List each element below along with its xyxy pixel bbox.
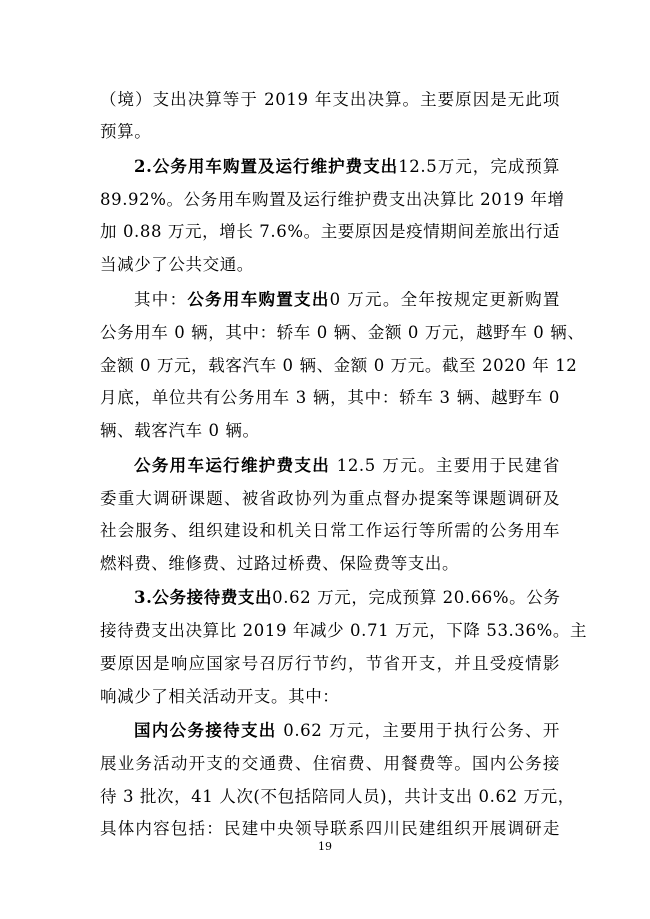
section-heading-line: 2.公务用车购置及运行维护费支出12.5万元，完成预算 bbox=[134, 157, 560, 176]
subsection-line: 公务用车运行维护费支出 12.5 万元。主要用于民建省 bbox=[134, 456, 560, 475]
body-text-line: 辆、载客汽车 0 辆。 bbox=[100, 421, 260, 440]
body-text-line: 当减少了公共交通。 bbox=[100, 255, 254, 274]
body-text-line: 月底，单位共有公务用车 3 辆，其中：轿车 3 辆、越野车 0 bbox=[100, 388, 560, 407]
section-heading-line: 3.公务接待费支出0.62 万元，完成预算 20.66%。公务 bbox=[134, 588, 561, 607]
body-text-line: 预算。 bbox=[100, 122, 152, 141]
body-text-line: 待 3 批次，41 人次(不包括陪同人员)，共计支出 0.62 万元， bbox=[100, 787, 575, 806]
body-text-line: 响减少了相关活动开支。其中： bbox=[100, 687, 340, 706]
body-text-line: 接待费支出决算比 2019 年减少 0.71 万元，下降 53.36%。主 bbox=[100, 621, 588, 640]
subsection-line: 其中：公务用车购置支出0 万元。全年按规定更新购置 bbox=[134, 290, 560, 309]
body-text-line: 社会服务、组织建设和机关日常工作运行等所需的公务用车 bbox=[100, 521, 560, 540]
body-text-line: 公务用车 0 辆，其中：轿车 0 辆、金额 0 万元，越野车 0 辆、 bbox=[100, 323, 585, 342]
subsection-heading: 公务用车运行维护费支出 bbox=[134, 456, 331, 475]
section-heading: 2.公务用车购置及运行维护费支出 bbox=[134, 157, 399, 176]
body-text-line: 89.92%。公务用车购置及运行维护费支出决算比 2019 年增 bbox=[100, 190, 565, 209]
body-text-line: 委重大调研课题、被省政协列为重点督办提案等课题调研及 bbox=[100, 489, 560, 508]
body-text-line: 具体内容包括：民建中央领导联系四川民建组织开展调研走 bbox=[100, 819, 560, 838]
body-text-line: 金额 0 万元，载客汽车 0 辆、金额 0 万元。截至 2020 年 12 bbox=[100, 356, 578, 375]
body-text-line: 燃料费、维修费、过路过桥费、保险费等支出。 bbox=[100, 554, 460, 573]
subsection-line: 国内公务接待支出 0.62 万元，主要用于执行公务、开 bbox=[134, 721, 560, 740]
subsection-heading: 公务用车购置支出 bbox=[187, 290, 330, 309]
subsection-heading: 国内公务接待支出 bbox=[134, 721, 277, 740]
body-text-line: （境）支出决算等于 2019 年支出决算。主要原因是无此项 bbox=[100, 90, 560, 109]
body-text-line: 加 0.88 万元，增长 7.6%。主要原因是疫情期间差旅出行适 bbox=[100, 222, 561, 241]
section-heading: 3.公务接待费支出 bbox=[134, 588, 273, 607]
body-text-line: 展业务活动开支的交通费、住宿费、用餐费等。国内公务接 bbox=[100, 754, 560, 773]
body-text-line: 要原因是响应国家号召厉行节约，节省开支，并且受疫情影 bbox=[100, 654, 560, 673]
page-number: 19 bbox=[318, 840, 332, 853]
